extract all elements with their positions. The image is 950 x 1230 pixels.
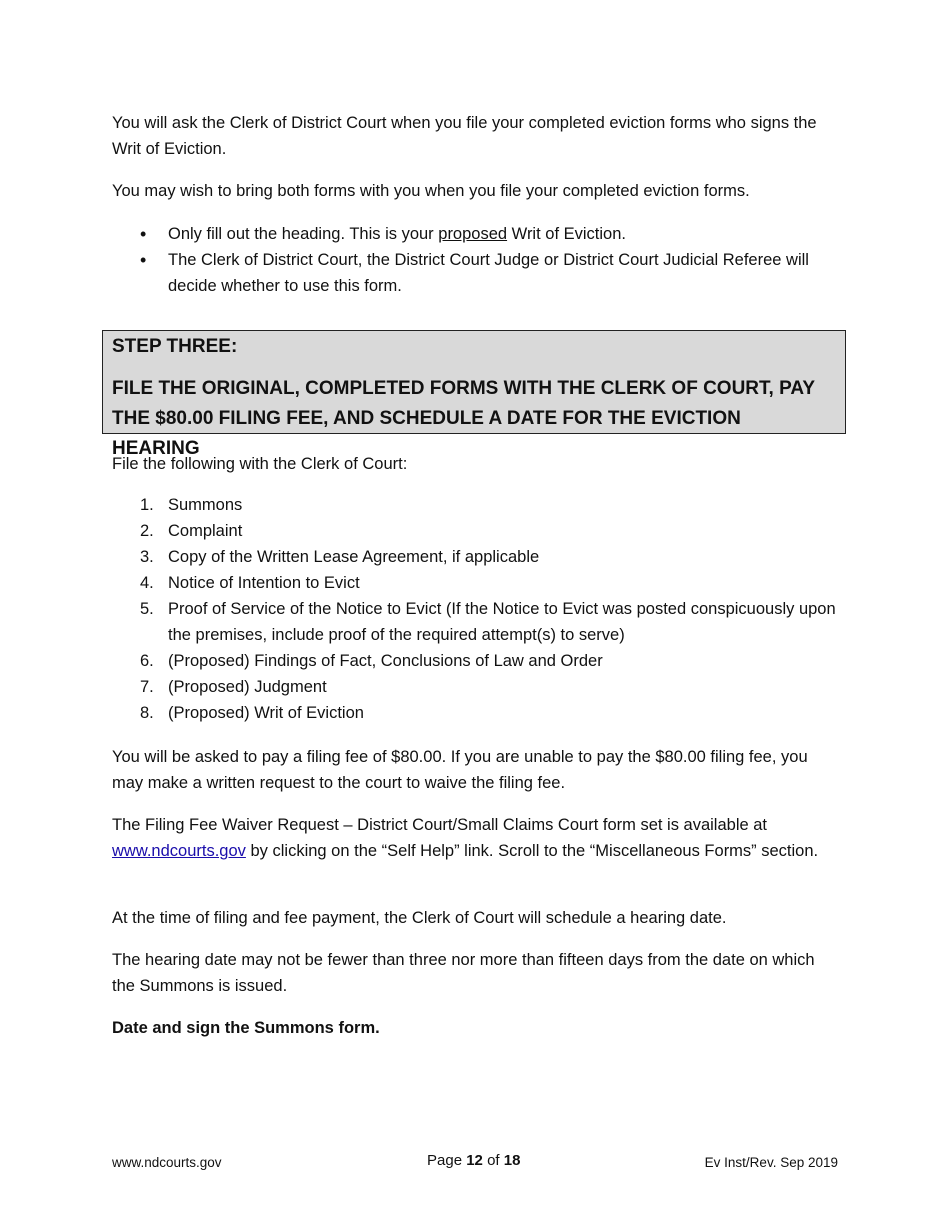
intro-paragraph-1: You will ask the Clerk of District Court when you file your completed eviction forms who signs the Writ of Eviction. (112, 114, 817, 158)
step-title: FILE THE ORIGINAL, COMPLETED FORMS WITH THE CLERK OF COURT, PAY THE $80.00 FILING FEE, AND SCHEDULE A DATE FOR THE EVICTION HEARING (112, 378, 815, 459)
bullet-1-text-start: Only fill out the heading. This is your (168, 225, 439, 243)
hearing-paragraph-1: At the time of filing and fee payment, the Clerk of Court will schedule a hearing date. (112, 909, 727, 927)
waiver-paragraph (112, 812, 842, 864)
file-intro: File the following with the Clerk of Court: (112, 455, 408, 473)
bullet-item-heading (112, 221, 842, 247)
list-item: 3. Copy of the Written Lease Agreement, if applicable (140, 548, 540, 566)
waiver-text-start: The Filing Fee Waiver Request – District Court/Small Claims Court form set is available at (112, 816, 768, 834)
list-item: 8. (Proposed) Writ of Eviction (140, 704, 364, 722)
footer-page-number: Page 12 of 18 (427, 1152, 521, 1169)
list-item: 6. (Proposed) Findings of Fact, Conclusions of Law and Order (140, 652, 603, 670)
step-label: STEP THREE: (112, 336, 238, 357)
file-list (112, 492, 842, 726)
bullet-1-text-end: Writ of Eviction. (507, 225, 626, 243)
list-item: 5. Proof of Service of the Notice to Evict (If the Notice to Evict was posted conspicuously upon the premises, include proof of the required attempt(s) to serve) (140, 600, 836, 644)
footer-website: www.ndcourts.gov (112, 1155, 222, 1170)
bullet-item-decide: • The Clerk of District Court, the District Court Judge or District Court Judicial Referee will decide whether to use this form. (112, 247, 842, 299)
list-item: 4. Notice of Intention to Evict (140, 574, 360, 592)
hearing-paragraph-2: The hearing date may not be fewer than three nor more than fifteen days from the date on which the Summons is issued. (112, 951, 815, 995)
bullet-1-proposed: proposed (438, 225, 508, 243)
fee-paragraph: You will be asked to pay a filing fee of $80.00. If you are unable to pay the $80.00 filing fee, you may make a written request to the court to waive the filing fee. (112, 748, 808, 792)
waiver-text-end: by clicking on the “Self Help” link. Scroll to the “Miscellaneous Forms” section. (245, 842, 819, 860)
ndcourts-link[interactable]: www.ndcourts.gov (112, 842, 246, 860)
list-item: 1. Summons (140, 496, 243, 514)
closing-instruction: Date and sign the Summons form. (112, 1019, 380, 1037)
intro-paragraph-2: You may wish to bring both forms with you when you file your completed eviction forms. (112, 182, 750, 200)
step-three-box (102, 330, 846, 459)
footer-revision: Ev Inst/Rev. Sep 2019 (704, 1155, 838, 1170)
list-item: 7. (Proposed) Judgment (140, 678, 327, 696)
list-item: 2. Complaint (140, 522, 243, 540)
bullet-list (112, 221, 842, 299)
